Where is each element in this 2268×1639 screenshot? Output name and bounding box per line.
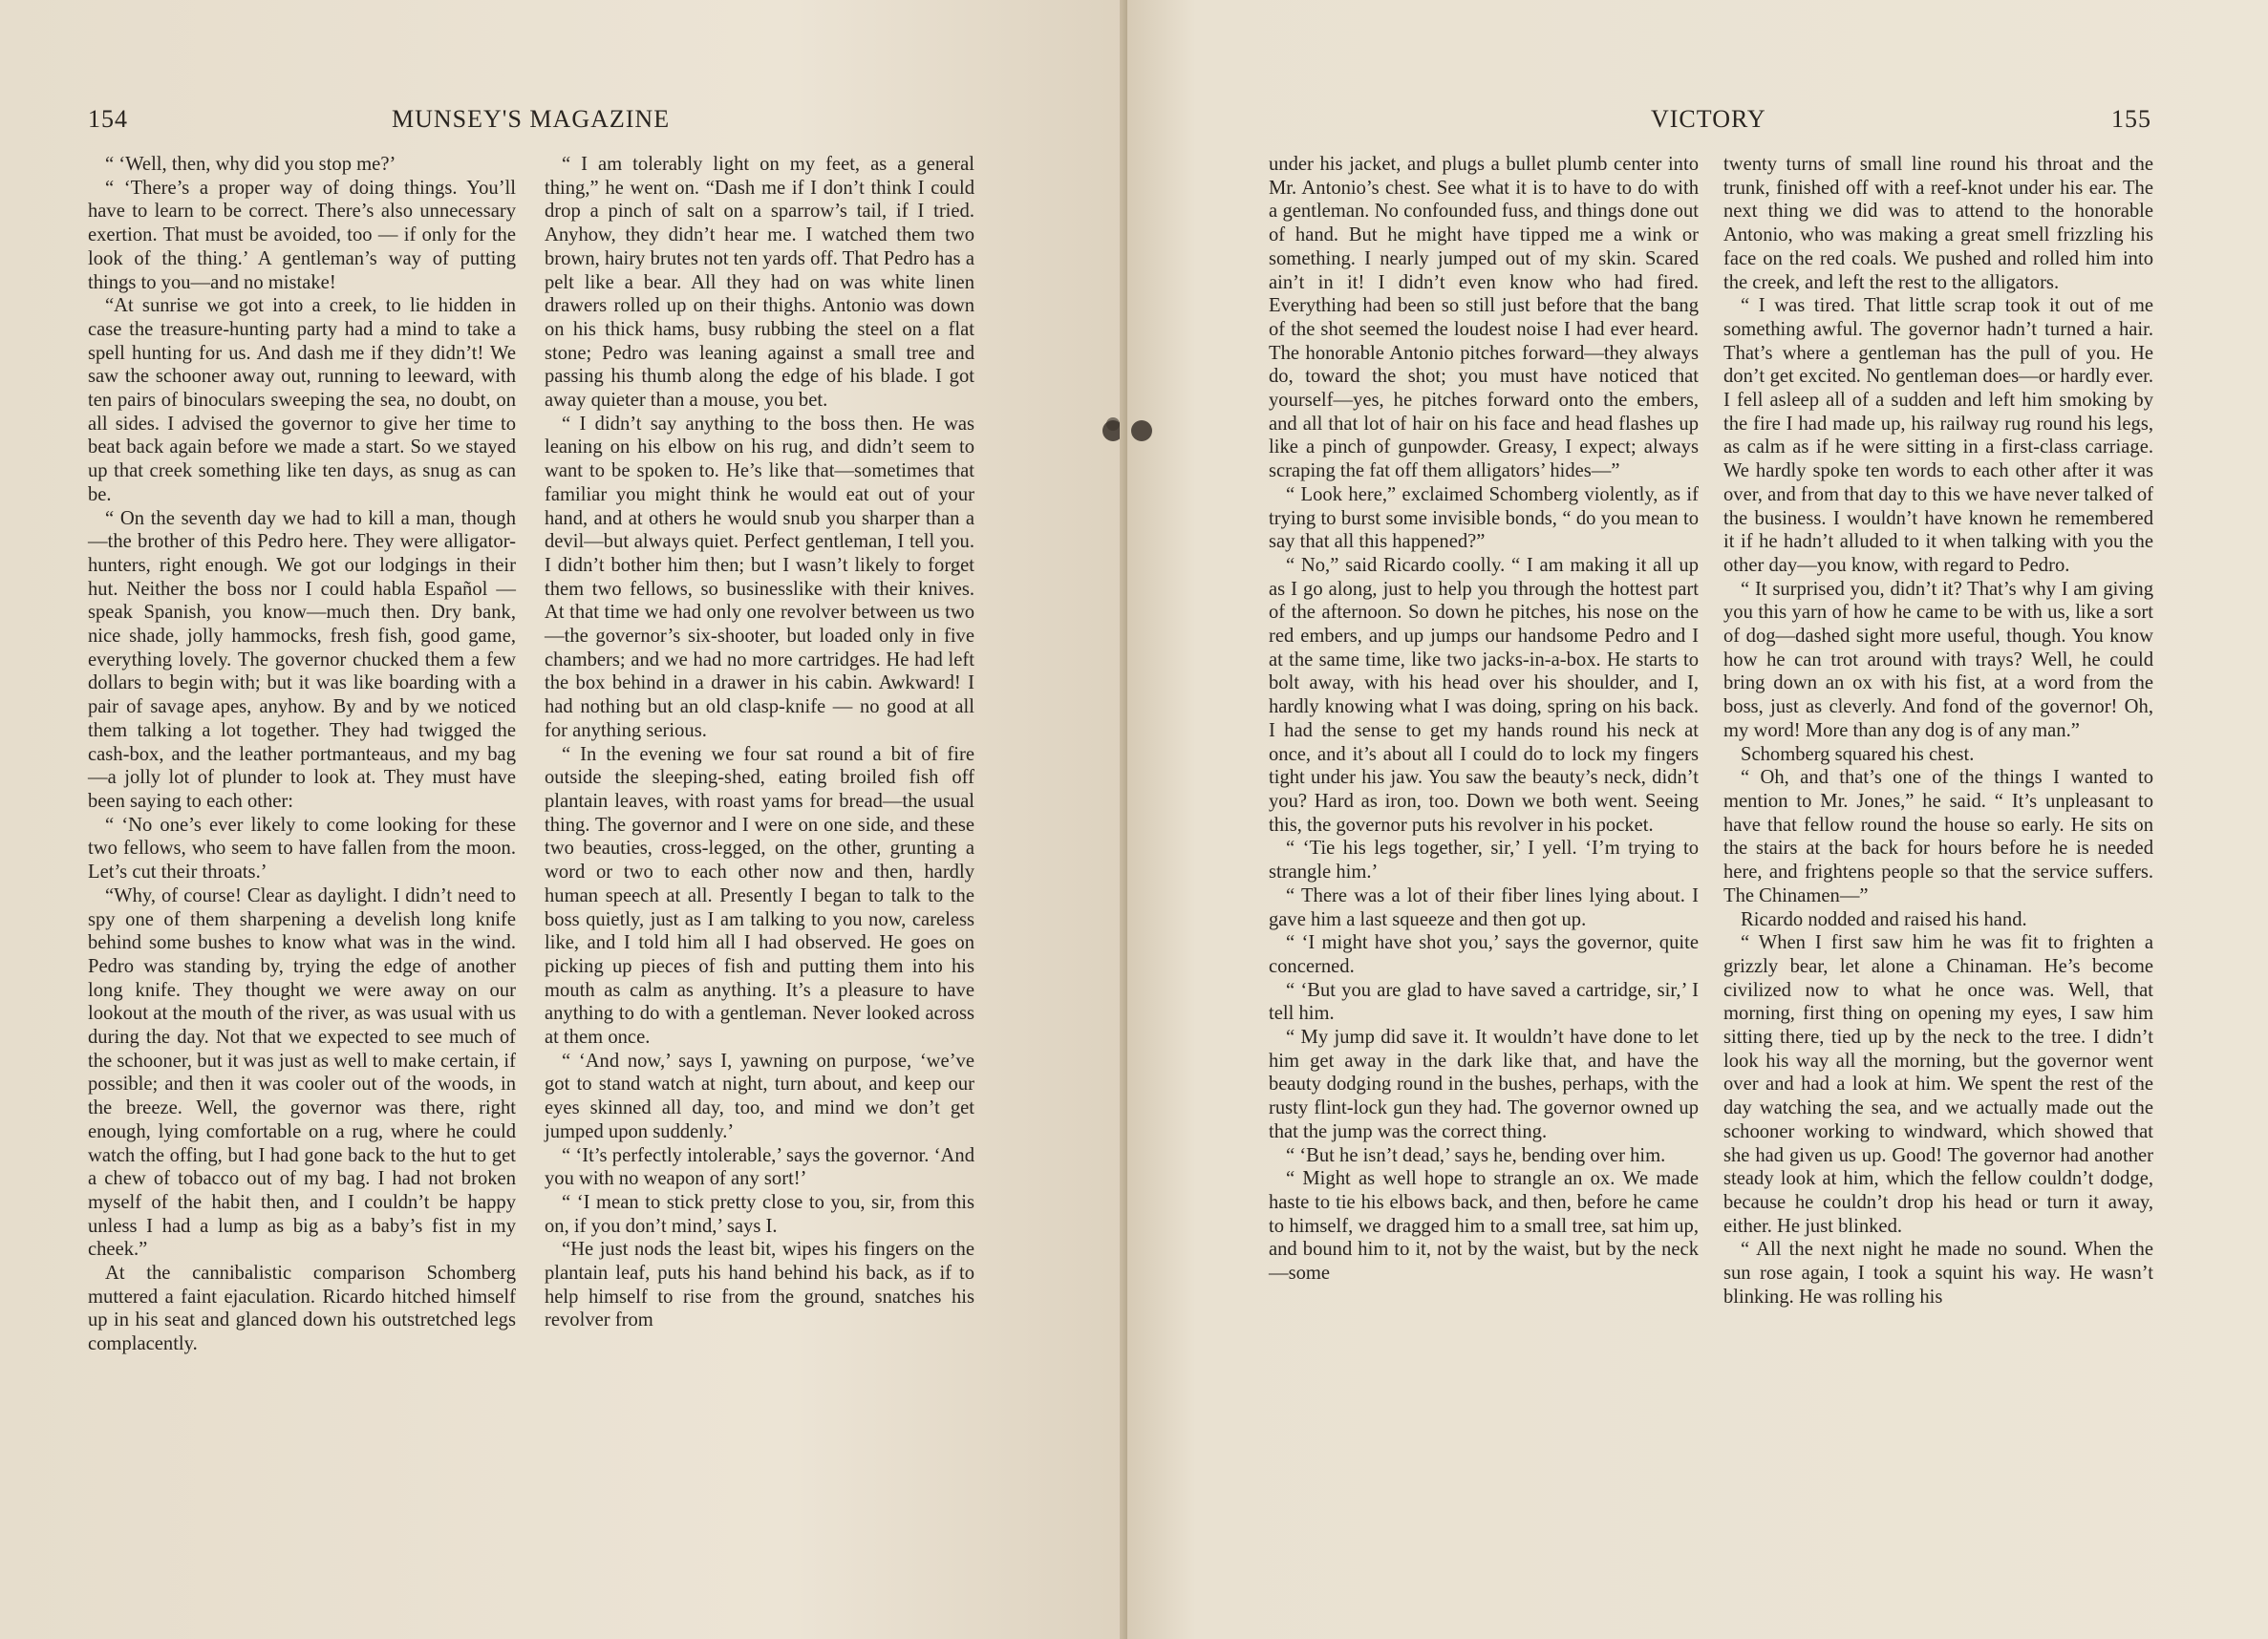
paragraph: “He just nods the least bit, wipes his fingers on the plantain leaf, puts his hand behind his back, as if to help himself to rise from the ground, snatches his revolver from	[545, 1239, 974, 1331]
paragraph: “ ‘But you are glad to have saved a cartridge, sir,’ I tell him.	[1269, 979, 1699, 1025]
paragraph: “ When I first saw him he was fit to frighten a grizzly bear, let alone a Chinaman. He’s become civilized now to what he once was. Well, that morning, first thing on opening my eyes, I saw him sitting there, tied up by the neck to the tree. I didn’t look his way all the morning, but the governor went over and had a look at him. We spent the rest of the day watching the sea, and we actually made out the schooner working to windward, which showed that she had given us up. Good! The governor had another steady look at him, which the fellow couldn’t dodge, because he couldn’t drop his head or turn it away, either. He just blinked.	[1723, 932, 2153, 1237]
paragraph: “ ‘And now,’ says I, yawning on purpose, ‘we’ve got to stand watch at night, turn about, and keep our eyes skinned all day, too, and mind we don’t get jumped upon suddenly.’	[545, 1050, 974, 1142]
binding-hole-decoration	[1131, 420, 1152, 441]
paragraph: “ All the next night he made no sound. When the sun rose again, I took a squint his way. He wasn’t blinking. He was rolling his	[1723, 1239, 2153, 1308]
paragraph: “ ‘There’s a proper way of doing things. You’ll have to learn to be correct. There’s also unnecessary exertion. That must be avoided, too — if only for the look of the thing.’ A gentleman’s way of putting things to you—and no mistake!	[88, 177, 516, 293]
paragraph: “Why, of course! Clear as daylight. I didn’t need to spy one of them sharpening a develish long knife behind some bushes to know what was in the wind. Pedro was standing by, trying the edge of another long knife. They thought we were away on our lookout at the mouth of the river, as was usual with us during the day. Not that we expected to see much of the schooner, but it was just as well to make certain, if possible; and then it was cooler out of the woods, in the breeze. Well, the governor was there, right enough, lying comfortable on a rug, where he could watch the offing, but I had gone back to the hut to get a chew of tobacco out of my bag. I had not broken myself of the habit then, and I couldn’t be happy unless I had a lump as big as a baby’s fist in my cheek.”	[88, 884, 516, 1261]
running-header: MUNSEY'S MAGAZINE	[392, 105, 671, 133]
page-number: 154	[88, 105, 128, 133]
paragraph: “ ‘No one’s ever likely to come looking for these two fellows, who seem to have fallen from the moon. Let’s cut their throats.’	[88, 814, 516, 883]
paragraph: “ ‘Well, then, why did you stop me?’	[105, 154, 396, 175]
page-number: 155	[2111, 105, 2151, 133]
paragraph: Ricardo nodded and raised his hand.	[1741, 908, 2027, 930]
paragraph: “ On the seventh day we had to kill a man, though—the brother of this Pedro here. They were alligator-hunters, right enough. We got our lodgings in their hut. Neither the boss nor I could habla Español — speak Spanish, you know—much then. Dry bank, nice shade, jolly hammocks, fresh fish, good game, everything lovely. The governor chucked them a few dollars to begin with; but it was like boarding with a pair of savage apes, anyhow. By and by we noticed them talking a lot together. They had twigged the cash-box, and the leather portmanteaus, and my bag—a jolly lot of plunder to look at. They must have been saying to each other:	[88, 507, 516, 812]
paragraph: “ There was a lot of their fiber lines lying about. I gave him a last squeeze and then got up.	[1269, 884, 1699, 930]
right-page	[1127, 0, 2268, 1639]
paragraph: “ I was tired. That little scrap took it out of me something awful. The governor hadn’t turned a hair. That’s where a gentleman has the pull of you. He don’t get excited. No gentleman does—or hardly ever. I fell asleep all of a sudden and left him smoking by the fire I had made up, his railway rug round his legs, as calm as if he were sitting in a first-class carriage. We hardly spoke ten words to each other after it was over, and from that day to this we have never talked of the business. I wouldn’t have known he remembered it if he hadn’t alluded to it when talking with you the other day—you know, with regard to Pedro.	[1723, 295, 2153, 576]
paragraph: “ ‘I might have shot you,’ says the governor, quite concerned.	[1269, 932, 1699, 977]
paragraph: “ No,” said Ricardo coolly. “ I am making it all up as I go along, just to help you through the hottest part of the afternoon. So down he pitches, his nose on the red embers, and up jumps our handsome Pedro and I at the same time, like two jacks-in-a-box. He starts to bolt away, with his head over his shoulder, and I, hardly knowing what I was doing, spring on his back. I had the sense to get my hands round his neck at once, and it’s about all I could do to lock my fingers tight under his jaw. You saw the beauty’s neck, didn’t you? Hard as iron, too. Down we both went. Seeing this, the governor puts his revolver in his pocket.	[1269, 554, 1699, 836]
paragraph: twenty turns of small line round his throat and the trunk, finished off with a reef-knot under his ear. The next thing we did was to attend to the honorable Antonio, who was making a great smell frizzling his face on the red coals. We pushed and rolled him into the creek, and left the rest to the alligators.	[1723, 154, 2153, 293]
paragraph: “At sunrise we got into a creek, to lie hidden in case the treasure-hunting party had a mind to take a spell hunting for us. And dash me if they didn’t! We saw the schooner away out, running to leeward, with ten pairs of binoculars sweeping the sea, no doubt, on all sides. I advised the governor to give her time to beat back again before we made a start. So we stayed up that creek something like ten days, as snug as can be.	[88, 295, 516, 505]
paragraph: “ I am tolerably light on my feet, as a general thing,” he went on. “Dash me if I don’t think I could drop a pinch of salt on a sparrow’s tail, if I tried. Anyhow, they didn’t hear me. I watched them two brown, hairy brutes not ten yards off. That Pedro has a pelt like a bear. All they had on was white linen drawers rolled up on their thighs. Antonio was down on his thick hams, busy rubbing the steel on a flat stone; Pedro was leaning against a small tree and passing his thumb along the edge of his blade. I got away quieter than a mouse, you bet.	[545, 154, 974, 412]
left-column-1	[88, 153, 516, 1356]
right-column-2	[1723, 153, 2153, 1309]
paragraph: “ Oh, and that’s one of the things I wanted to mention to Mr. Jones,” he said. “ It’s unpleasant to have that fellow round the house so early. He sits on the stairs at the back for hours before he is needed here, and frightens people so that the service suffers. The Chinamen—”	[1723, 767, 2153, 906]
paragraph: “ It surprised you, didn’t it? That’s why I am giving you this yarn of how he came to be with us, like a sort of dog—dashed sight more useful, though. You know how he can trot around with trays? Well, he could bring down an ox with his fist, at a word from the boss, just as cleverly. And fond of the governor! Oh, my word! More than any dog is of any man.”	[1723, 578, 2153, 741]
left-page	[0, 0, 1127, 1639]
paragraph: “ In the evening we four sat round a bit of fire outside the sleeping-shed, eating broiled fish off plantain leaves, with roast yams for bread—the usual thing. The governor and I were on one side, and these two beauties, cross-legged, on the other, grunting a word or two to each other now and then, hardly human speech at all. Presently I began to talk to the boss quietly, just as I am talking to you now, careless like, and I told him all I had observed. He goes on picking up pieces of fish and putting them into his mouth as calm as anything. It’s a pleasure to have anything to do with a gentleman. Never looked across at them once.	[545, 743, 974, 1049]
paragraph: “ ‘It’s perfectly intolerable,’ says the governor. ‘And you with no weapon of any sort!’	[545, 1144, 974, 1190]
paragraph: under his jacket, and plugs a bullet plumb center into Mr. Antonio’s chest. See what it is to have to do with a gentleman. No confounded fuss, and things done out of hand. But he might have tipped me a wink or something. I nearly jumped out of my skin. Scared ain’t in it! I didn’t even know who had fired. Everything had been so still just before that the bang of the shot seemed the loudest noise I had ever heard. The honorable Antonio pitches forward—they always do, toward the shot; you must have noticed that yourself—yes, he pitches forward onto the embers, and all that lot of hair on his face and head flashes up like a pinch of gunpowder. Greasy, I expect; always scraping the fat off them alligators’ hides—”	[1269, 154, 1699, 482]
paragraph: “ Look here,” exclaimed Schomberg violently, as if trying to burst some invisible bonds, “ do you mean to say that all this happened?”	[1269, 483, 1699, 553]
paragraph: “ My jump did save it. It wouldn’t have done to let him get away in the dark like that, and have the beauty dodging round in the bushes, perhaps, with the rusty flint-lock gun they had. The governor owned up that the jump was the correct thing.	[1269, 1027, 1699, 1142]
paragraph: “ I didn’t say anything to the boss then. He was leaning on his elbow on his rug, and didn’t seem to want to be spoken to. He’s like that—sometimes that familiar you might think he would eat out of your hand, and at others he would snub you sharper than a devil—but always quiet. Perfect gentleman, I tell you. I didn’t bother him then; but I wasn’t likely to forget them two fellows, so businesslike with their knives. At that time we had only one revolver between us two—the governor’s six-shooter, but loaded only in five chambers; and we had no more cartridges. He had left the box behind in a drawer in his cabin. Awkward! I had nothing but an old clasp-knife — no good at all for anything serious.	[545, 413, 974, 741]
paragraph: “ ‘But he isn’t dead,’ says he, bending over him.	[1286, 1144, 1666, 1166]
running-header: VICTORY	[1651, 105, 1766, 133]
right-column-1	[1269, 153, 1699, 1286]
left-column-2	[545, 153, 974, 1332]
paragraph: Schomberg squared his chest.	[1741, 743, 1975, 765]
paragraph: “ ‘Tie his legs together, sir,’ I yell. ‘I’m trying to strangle him.’	[1269, 838, 1699, 883]
paragraph: At the cannibalistic comparison Schomberg muttered a faint ejaculation. Ricardo hitched himself up in his seat and glanced down his outstretched legs complacently.	[88, 1263, 516, 1355]
paragraph: “ ‘I mean to stick pretty close to you, sir, from this on, if you don’t mind,’ says I.	[545, 1191, 974, 1237]
paragraph: “ Might as well hope to strangle an ox. We made haste to tie his elbows back, and then, before he came to himself, we dragged him to a small tree, sat him up, and bound him to it, not by the waist, but by the neck—some	[1269, 1168, 1699, 1285]
